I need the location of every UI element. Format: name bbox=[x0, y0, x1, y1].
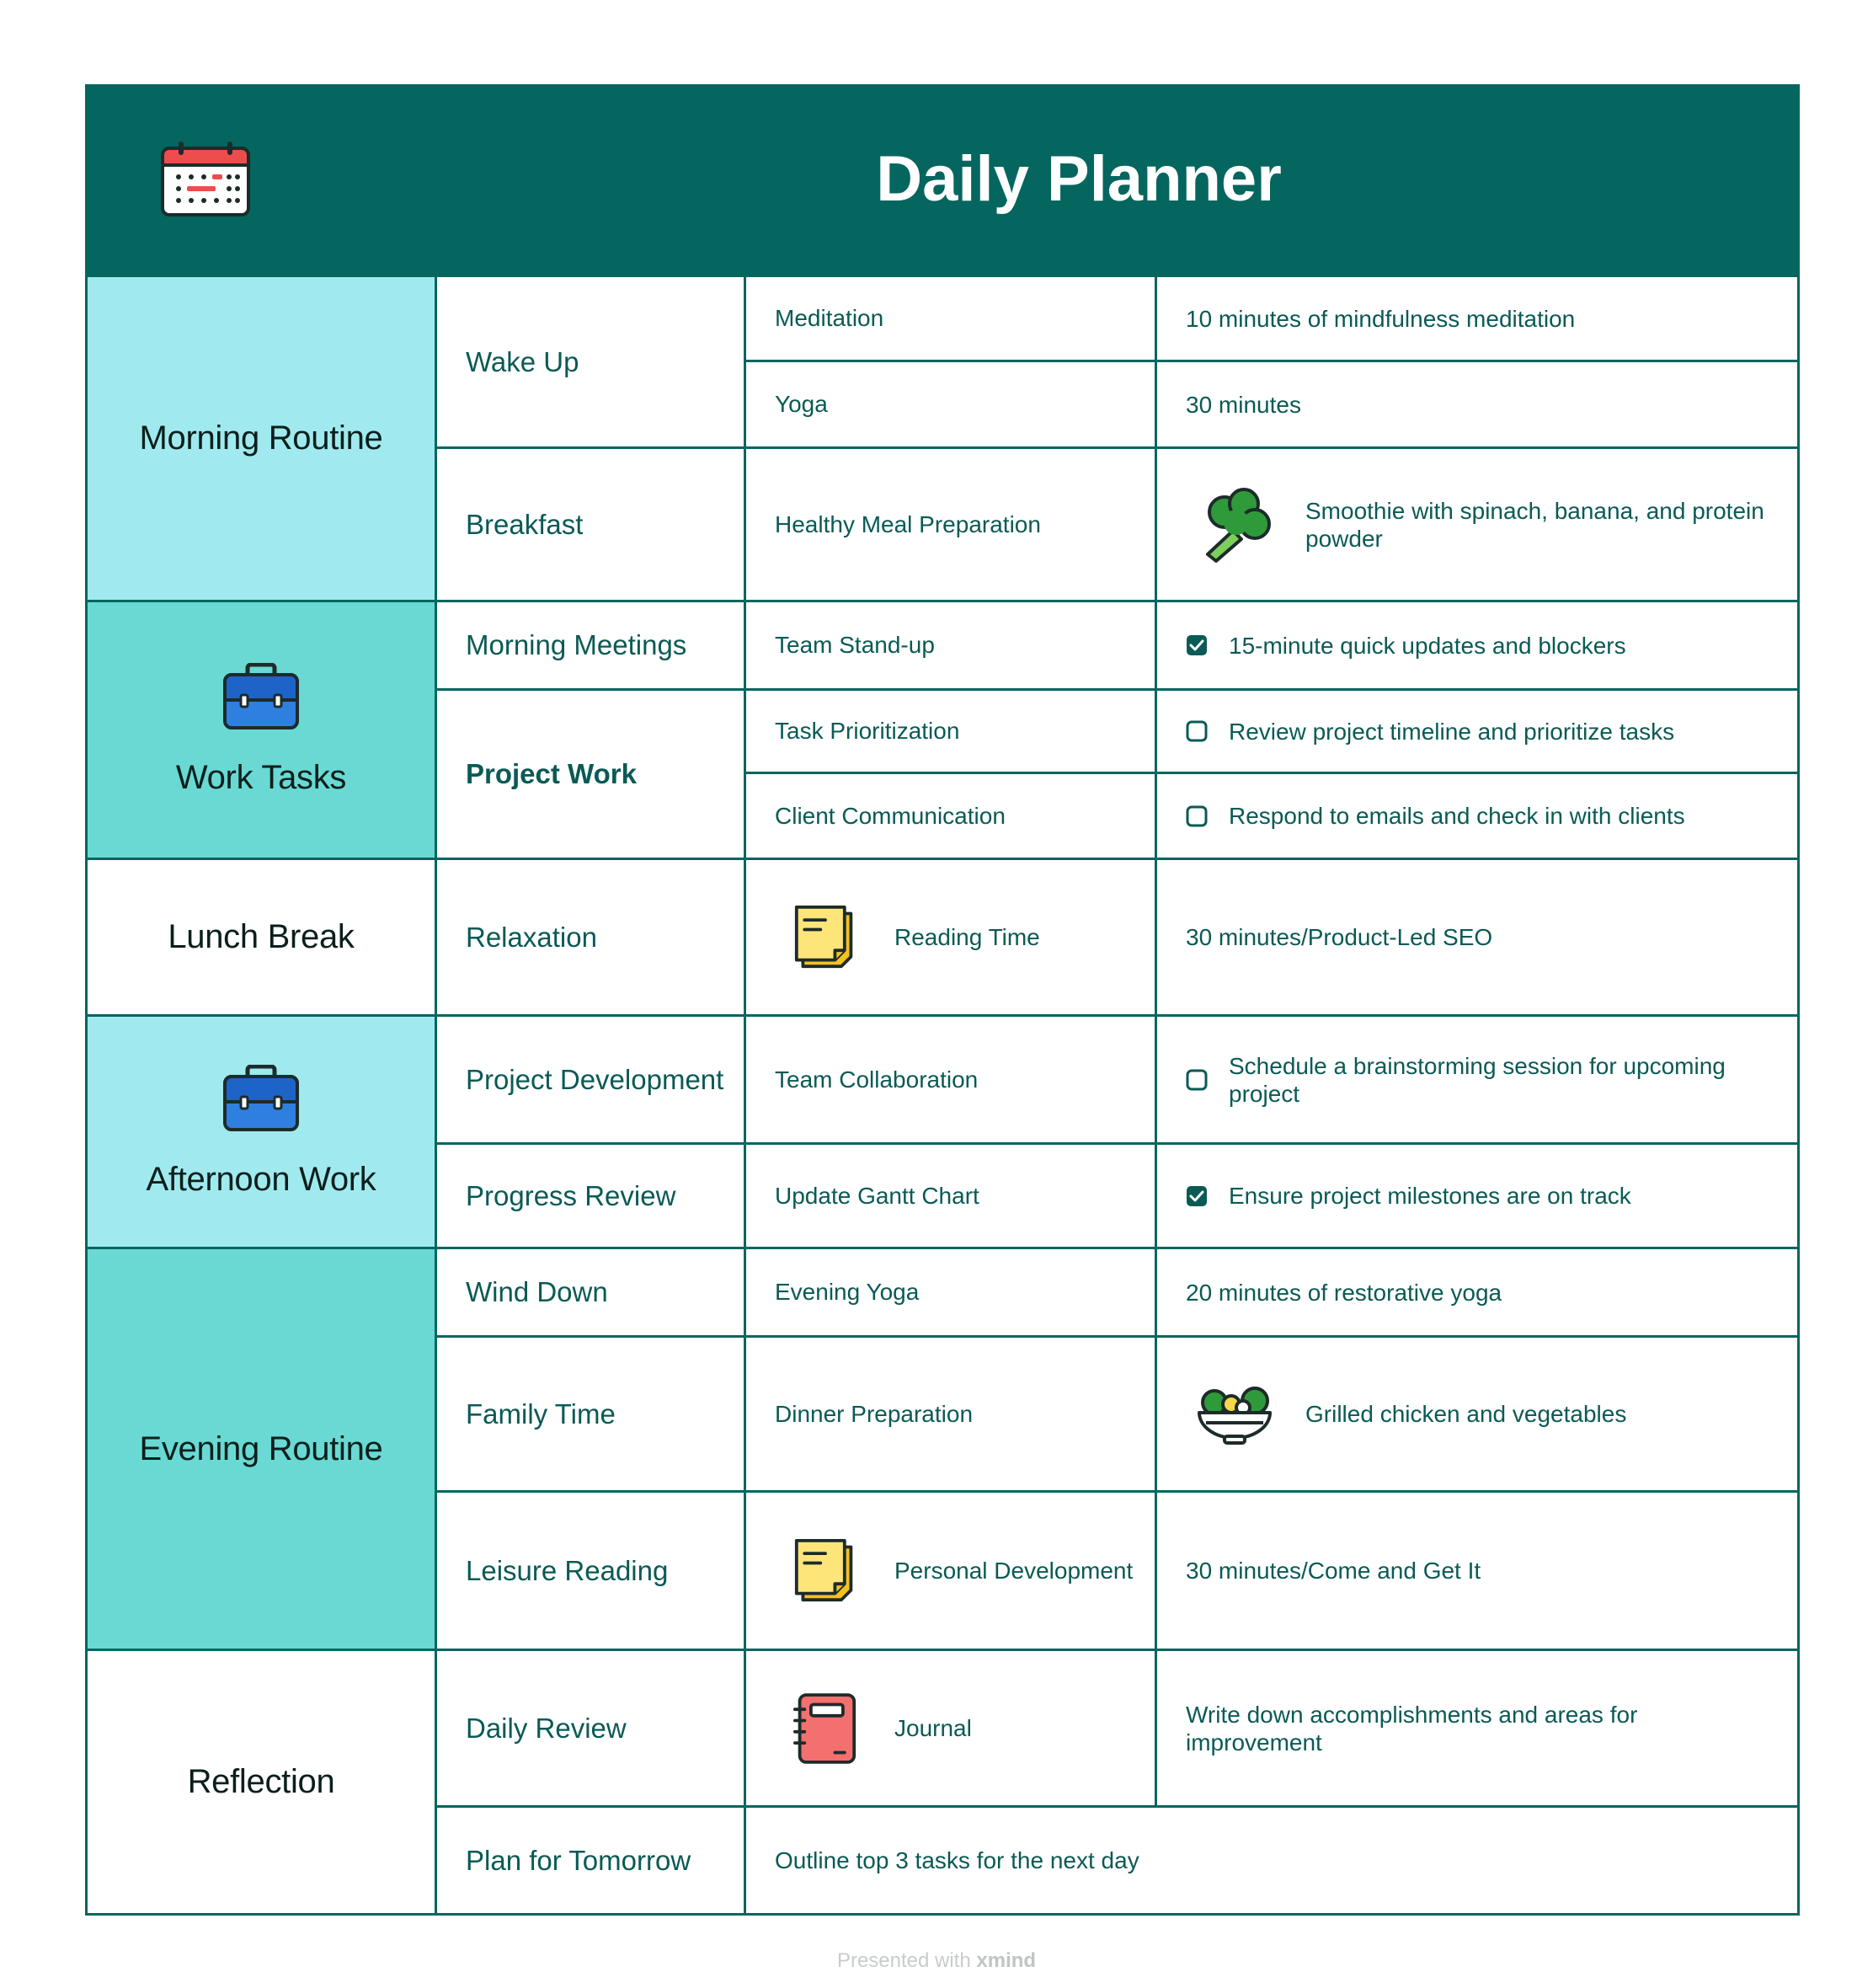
task-team-standup bbox=[746, 602, 1155, 688]
detail-reading bbox=[1157, 860, 1797, 1014]
checkbox-checked-icon[interactable] bbox=[1186, 1185, 1208, 1207]
activity-label: Project Work bbox=[466, 758, 637, 789]
detail-collaboration bbox=[1157, 1017, 1797, 1142]
task-label: Reading Time bbox=[894, 923, 1040, 950]
task-label: Team Stand-up bbox=[775, 632, 935, 658]
detail-prioritization bbox=[1157, 691, 1797, 772]
activity-label: Progress Review bbox=[466, 1179, 676, 1211]
task-team-collaboration bbox=[746, 1017, 1155, 1142]
category-morning-routine bbox=[88, 277, 435, 600]
task-label: Yoga bbox=[775, 391, 828, 417]
task-outline-top-tasks bbox=[746, 1808, 1797, 1913]
activity-wake-up bbox=[437, 277, 744, 446]
task-label: Update Gantt Chart bbox=[775, 1182, 979, 1209]
detail-standup bbox=[1157, 602, 1797, 688]
detail-text: Respond to emails and check in with clients bbox=[1229, 803, 1685, 829]
activity-label: Wind Down bbox=[466, 1276, 608, 1307]
sticky-note-icon bbox=[793, 1539, 857, 1603]
activity-wind-down bbox=[437, 1249, 744, 1335]
detail-yoga bbox=[1157, 362, 1797, 446]
task-journal bbox=[746, 1651, 1155, 1805]
task-meditation bbox=[746, 277, 1155, 360]
task-meal-prep bbox=[746, 449, 1155, 600]
category-label: Evening Routine bbox=[139, 1430, 383, 1467]
detail-text: Ensure project milestones are on track bbox=[1229, 1183, 1631, 1209]
activity-family-time bbox=[437, 1338, 744, 1490]
category-label: Reflection bbox=[187, 1763, 335, 1800]
detail-text: Write down accomplishments and areas for improvement bbox=[1186, 1701, 1638, 1756]
task-label: Personal Development bbox=[894, 1557, 1134, 1584]
detail-evening-yoga bbox=[1157, 1249, 1797, 1335]
detail-text: 15-minute quick updates and blockers bbox=[1229, 632, 1626, 659]
task-reading-time bbox=[746, 860, 1155, 1014]
task-label: Dinner Preparation bbox=[775, 1400, 974, 1427]
activity-label: Relaxation bbox=[466, 921, 597, 953]
category-label: Lunch Break bbox=[168, 918, 355, 955]
page-title: Daily Planner bbox=[876, 143, 1282, 215]
task-label: Task Prioritization bbox=[775, 718, 960, 744]
activity-morning-meetings bbox=[437, 602, 744, 688]
notebook-icon bbox=[793, 1692, 857, 1765]
category-label: Afternoon Work bbox=[146, 1161, 376, 1198]
checkbox-empty-icon[interactable] bbox=[1186, 720, 1208, 742]
activity-label: Project Development bbox=[466, 1063, 724, 1095]
task-client-communication bbox=[746, 774, 1155, 858]
detail-personal-development bbox=[1157, 1493, 1797, 1649]
activity-project-development bbox=[437, 1017, 744, 1142]
detail-text: 20 minutes of restorative yoga bbox=[1186, 1279, 1502, 1306]
detail-dinner bbox=[1157, 1338, 1797, 1490]
task-personal-development bbox=[746, 1493, 1155, 1649]
detail-text: Schedule a brainstorming session for upcoming project bbox=[1229, 1052, 1726, 1107]
checkbox-empty-icon[interactable] bbox=[1186, 1069, 1208, 1091]
activity-project-work bbox=[437, 691, 744, 858]
detail-text: Smoothie with spinach, banana, and protein powder bbox=[1305, 497, 1764, 552]
calendar-icon bbox=[160, 142, 251, 217]
category-afternoon-work bbox=[88, 1017, 435, 1247]
detail-gantt bbox=[1157, 1145, 1797, 1247]
activity-label: Daily Review bbox=[466, 1712, 627, 1744]
activity-leisure-reading bbox=[437, 1493, 744, 1649]
footer-brand[interactable]: xmind bbox=[976, 1949, 1037, 1972]
activity-progress-review bbox=[437, 1145, 744, 1247]
detail-journal bbox=[1157, 1651, 1797, 1805]
detail-text: 10 minutes of mindfulness meditation bbox=[1186, 305, 1576, 332]
category-work-tasks bbox=[88, 602, 435, 858]
footer bbox=[0, 1949, 1873, 1973]
detail-text: Grilled chicken and vegetables bbox=[1305, 1401, 1627, 1427]
activity-plan-for-tomorrow bbox=[437, 1808, 744, 1913]
task-label: Client Communication bbox=[775, 802, 1006, 829]
task-label: Evening Yoga bbox=[775, 1279, 920, 1305]
detail-meditation bbox=[1157, 277, 1797, 360]
category-lunch-break bbox=[88, 860, 435, 1014]
activity-label: Wake Up bbox=[466, 345, 579, 377]
category-label: Work Tasks bbox=[175, 759, 347, 796]
salad-bowl-icon bbox=[1196, 1381, 1273, 1448]
checkbox-checked-icon[interactable] bbox=[1186, 634, 1208, 656]
task-label: Outline top 3 tasks for the next day bbox=[775, 1846, 1139, 1873]
task-evening-yoga bbox=[746, 1249, 1155, 1335]
sticky-note-icon bbox=[793, 906, 857, 970]
category-label: Morning Routine bbox=[139, 420, 383, 457]
activity-label: Breakfast bbox=[466, 508, 584, 540]
task-label: Meditation bbox=[775, 305, 884, 331]
detail-smoothie bbox=[1157, 449, 1797, 600]
detail-text: 30 minutes bbox=[1186, 391, 1301, 418]
task-dinner-preparation bbox=[746, 1338, 1155, 1490]
detail-client-communication bbox=[1157, 774, 1797, 858]
task-label: Healthy Meal Preparation bbox=[775, 510, 1041, 537]
activity-label: Morning Meetings bbox=[466, 629, 687, 660]
activity-daily-review bbox=[437, 1651, 744, 1805]
detail-text: Review project timeline and prioritize tasks bbox=[1229, 718, 1675, 745]
activity-label: Leisure Reading bbox=[466, 1554, 669, 1586]
task-label: Journal bbox=[894, 1714, 972, 1741]
task-label: Team Collaboration bbox=[775, 1066, 979, 1093]
detail-text: 30 minutes/Come and Get It bbox=[1186, 1558, 1481, 1584]
daily-planner-table bbox=[85, 84, 1800, 1916]
activity-breakfast bbox=[437, 449, 744, 600]
task-update-gantt bbox=[746, 1145, 1155, 1247]
activity-label: Family Time bbox=[466, 1397, 616, 1430]
planner-header bbox=[85, 84, 1800, 275]
activity-label: Plan for Tomorrow bbox=[466, 1844, 691, 1876]
category-evening-routine bbox=[88, 1249, 435, 1649]
category-reflection bbox=[88, 1651, 435, 1913]
broccoli-icon bbox=[1198, 487, 1273, 563]
activity-relaxation bbox=[437, 860, 744, 1014]
task-yoga bbox=[746, 362, 1155, 446]
briefcase-icon bbox=[222, 1065, 300, 1132]
checkbox-empty-icon[interactable] bbox=[1186, 805, 1208, 827]
task-prioritization bbox=[746, 691, 1155, 772]
briefcase-icon bbox=[222, 663, 300, 730]
footer-prefix: Presented with bbox=[836, 1949, 971, 1972]
detail-text: 30 minutes/Product-Led SEO bbox=[1186, 924, 1493, 950]
